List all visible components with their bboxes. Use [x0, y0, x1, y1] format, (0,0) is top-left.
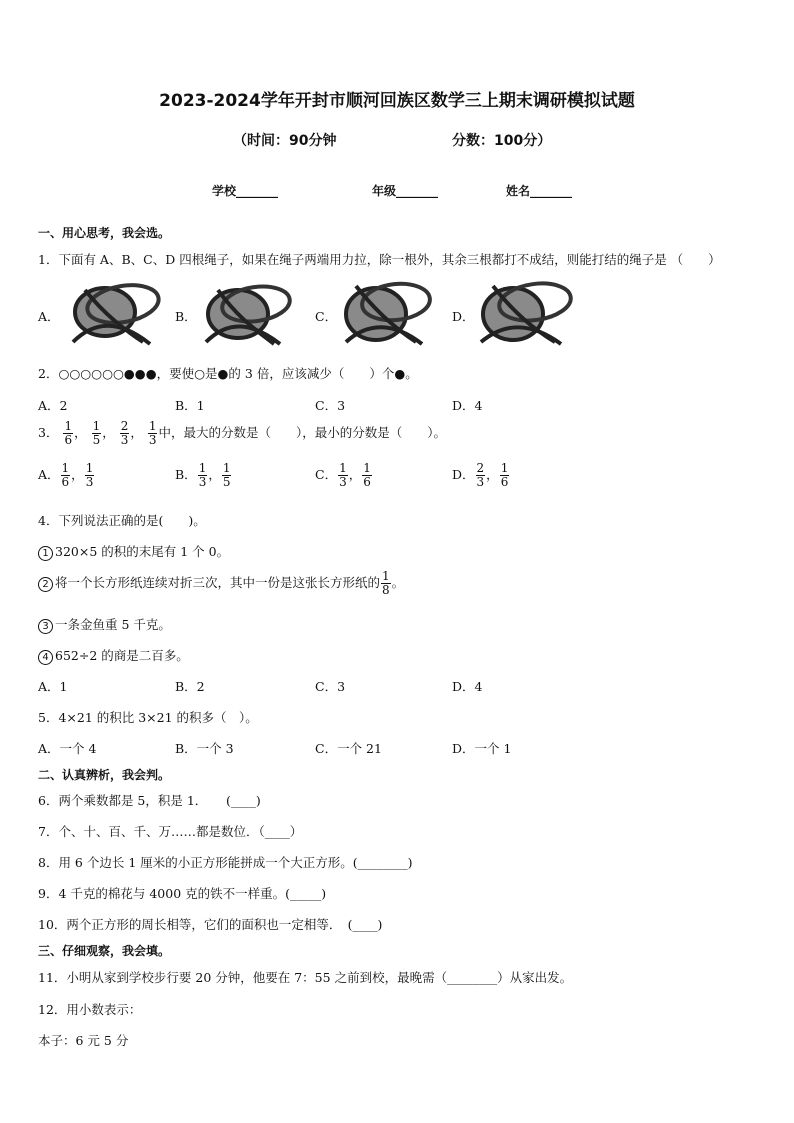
q3-fraction-1: $\frac{1}{6}$: [64, 419, 73, 447]
section-heading-fill: 三、仔细观察，我会填。: [38, 944, 171, 958]
q1-option-a-label: A．: [38, 309, 60, 324]
rope-knot-c-image: [340, 278, 435, 348]
q3-fraction-2: $\frac{1}{5}$: [92, 419, 101, 447]
q3-prefix: 3．: [38, 425, 59, 440]
question-8: 8．用 6 个边长 1 厘米的小正方形能拼成一个大正方形。(________): [38, 855, 413, 870]
score-label: 分数：100分）: [452, 133, 552, 149]
question-7: 7．个、十、百、千、万……都是数位．（____）: [38, 824, 303, 839]
q2-option-a: A．2: [38, 398, 68, 413]
question-5: 5．4×21 的积比 3×21 的积多（ ）。: [38, 710, 258, 725]
page-title: 2023-2024学年开封市顺河回族区数学三上期末调研模拟试题: [159, 91, 635, 111]
q3-fraction-4: $\frac{1}{3}$: [148, 419, 157, 447]
question-11: 11．小明从家到学校步行要 20 分钟，他要在 7：55 之前到校，最晚需（________）从家出发。: [38, 970, 573, 985]
q3-suffix: 中，最大的分数是（ ），最小的分数是（ ）。: [158, 425, 446, 440]
school-field: 学校_______: [212, 184, 279, 198]
q3-option-d: D． $\frac{2}{3}$ ， $\frac{1}{6}$: [452, 461, 509, 489]
circled-number-3: 3: [38, 619, 53, 634]
q3-option-a: A． $\frac{1}{6}$ ， $\frac{1}{3}$: [38, 461, 94, 489]
q4-option-d: D．4: [452, 679, 483, 694]
question-4: 4．下列说法正确的是( )。: [38, 513, 206, 528]
q5-option-a: A．一个 4: [38, 741, 97, 756]
question-2: 2．○○○○○○●●●，要使○是●的 3 倍，应该减少（ ）个●。: [38, 366, 418, 381]
question-10: 10．两个正方形的周长相等，它们的面积也一定相等． (____): [38, 917, 383, 932]
time-label: （时间：90分钟: [233, 133, 337, 149]
circled-number-1: 1: [38, 546, 53, 561]
rope-knot-a-image: [65, 280, 165, 348]
circled-number-4: 4: [38, 650, 53, 665]
q3-fraction-3: $\frac{2}{3}$: [120, 419, 129, 447]
q4-option-a: A．1: [38, 679, 68, 694]
rope-knot-d-image: [475, 278, 575, 348]
question-12: 12．用小数表示：: [38, 1002, 142, 1017]
q3-option-b: B． $\frac{1}{3}$ ， $\frac{1}{5}$: [175, 461, 231, 489]
q1-option-d-label: D．: [452, 309, 475, 324]
q1-option-c-label: C．: [315, 309, 338, 324]
q4-statement-3: 3 一条金鱼重 5 千克。: [38, 615, 171, 634]
q2-option-b: B．1: [175, 398, 205, 413]
section-heading-choose: 一、用心思考，我会选。: [38, 226, 171, 240]
question-12-item-notebook: 本子：6 元 5 分: [38, 1033, 129, 1048]
question-6: 6．两个乘数都是 5，积是 1． (____): [38, 793, 261, 808]
q4-statement-4: 4 652÷2 的商是二百多。: [38, 646, 189, 665]
q1-option-b-label: B．: [175, 309, 197, 324]
q5-option-d: D．一个 1: [452, 741, 512, 756]
question-3: 3． $\frac{1}{6}$ ， $\frac{1}{5}$ ， $\frac{2}{3}$ ， $\frac{1}{3}$ 中，最大的分数是（ ），最小的分数是（ ）。: [38, 419, 446, 447]
name-field: 姓名_______: [506, 184, 573, 198]
q4-option-b: B．2: [175, 679, 205, 694]
grade-field: 年级_______: [372, 184, 439, 198]
question-9: 9．4 千克的棉花与 4000 克的铁不一样重。(_____): [38, 886, 327, 901]
q3-option-c: C． $\frac{1}{3}$ ， $\frac{1}{6}$: [315, 461, 371, 489]
q5-option-b: B．一个 3: [175, 741, 234, 756]
q2-option-c: C．3: [315, 398, 346, 413]
q4-statement-2: 2 将一个长方形纸连续对折三次，其中一份是这张长方形纸的 $\frac{1}{8}$ 。: [38, 570, 404, 597]
q4-option-c: C．3: [315, 679, 346, 694]
rope-knot-b-image: [200, 280, 295, 348]
q2-option-d: D．4: [452, 398, 483, 413]
q5-option-c: C．一个 21: [315, 741, 382, 756]
section-heading-judge: 二、认真辨析，我会判。: [38, 768, 171, 782]
q4-statement-1: 1 320×5 的积的末尾有 1 个 0。: [38, 542, 229, 561]
circled-number-2: 2: [38, 577, 53, 592]
question-1: 1．下面有 A、B、C、D 四根绳子，如果在绳子两端用力拉，除一根外，其余三根都打不成结，则能打结的绳子是 （ ）: [38, 252, 721, 267]
